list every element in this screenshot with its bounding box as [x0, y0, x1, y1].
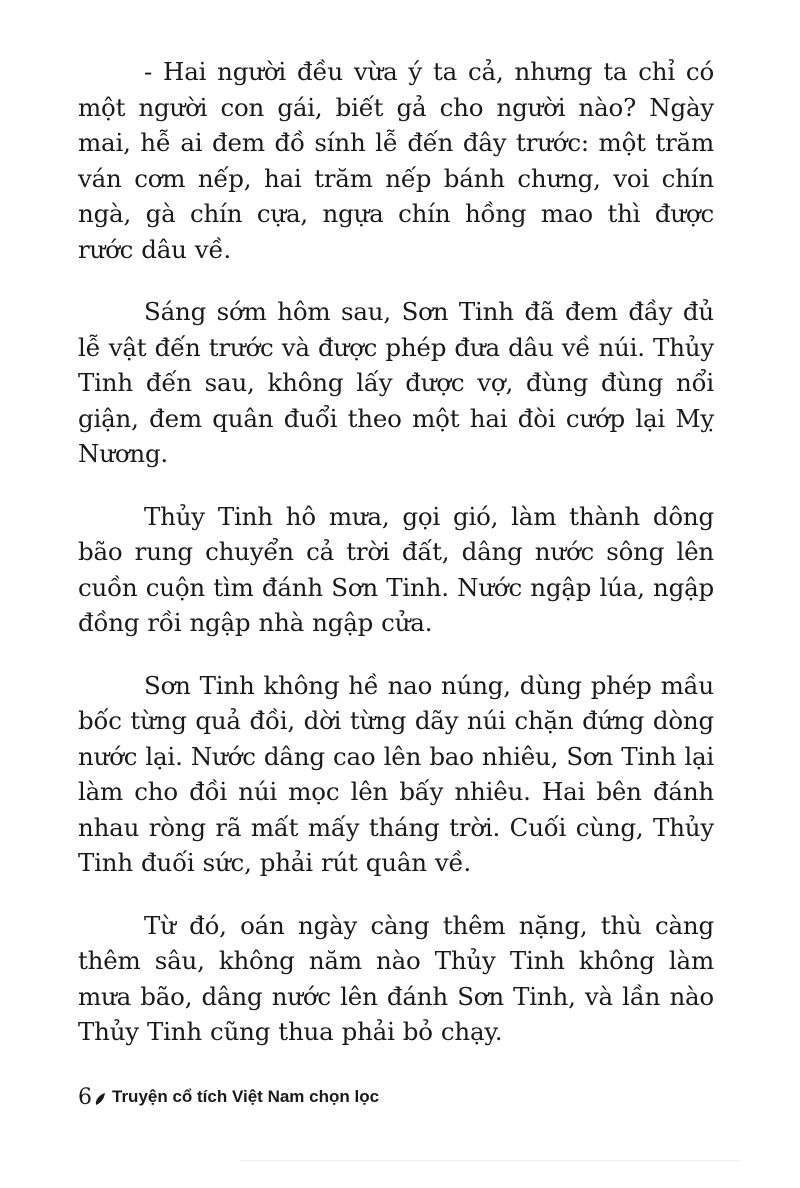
page-footer: [78, 1082, 379, 1112]
paragraph-5: Từ đó, oán ngày càng thêm nặng, thù càng thêm sâu, không năm nào Thủy Tinh không làm mưa bão, dâng nước lên đánh Sơn Tinh, và lần nào Thủy Tinh cũng thua phải bỏ chạy.: [78, 910, 714, 1046]
page-number: 6: [78, 1084, 92, 1110]
leaf-bullet-icon: [94, 1091, 106, 1107]
paragraph-4: Sơn Tinh không hề nao núng, dùng phép mầu bốc từng quả đồi, dời từng dãy núi chặn đứng dòng nước lại. Nước dâng cao lên bao nhiêu, Sơn Tinh lại làm cho đồi núi mọc lên bấy nhiêu. Hai bên đánh nhau ròng rã mất mấy tháng trời. Cuối cùng, Thủy Tinh đuối sức, phải rút quân về.: [78, 670, 714, 877]
paragraph-3: Thủy Tinh hô mưa, gọi gió, làm thành dông bão rung chuyển cả trời đất, dâng nước sông lên cuồn cuộn tìm đánh Sơn Tinh. Nước ngập lúa, ngập đồng rồi ngập nhà ngập cửa.: [78, 501, 714, 637]
paragraph-2: Sáng sớm hôm sau, Sơn Tinh đã đem đầy đủ lễ vật đến trước và được phép đưa dâu về núi. Thủy Tinh đến sau, không lấy được vợ, đùng đùng nổi giận, đem quân đuổi theo một hai đòi cướp lại Mỵ Nương.: [78, 297, 714, 468]
page-edge-line: [240, 1160, 740, 1161]
story-text: [78, 54, 714, 1077]
book-title: Truyện cổ tích Việt Nam chọn lọc: [112, 1087, 380, 1106]
paragraph-1: - Hai người đều vừa ý ta cả, nhưng ta chỉ có một người con gái, biết gả cho người nào? Ngày mai, hễ ai đem đồ sính lễ đến đây trước: một trăm ván cơm nếp, hai trăm nếp bánh chưng, voi chín ngà, gà chín cựa, ngựa chín hồng mao thì được rước dâu về.: [78, 57, 714, 264]
